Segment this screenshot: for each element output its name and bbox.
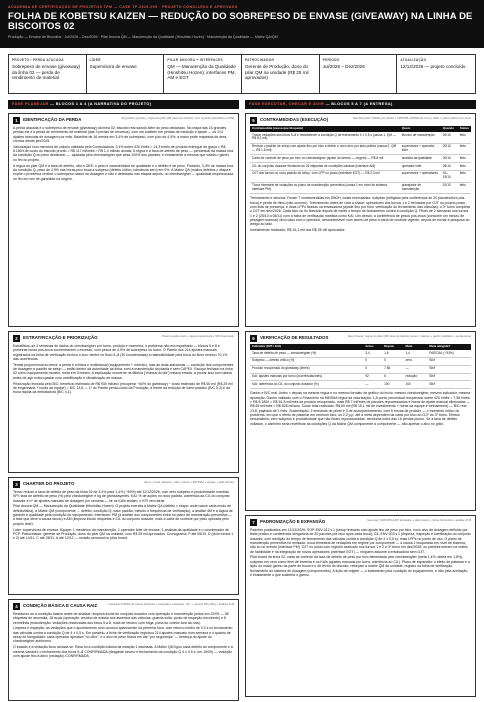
table-cell: feito bbox=[458, 170, 471, 182]
table-row bbox=[250, 170, 471, 182]
table-cell: 6 bbox=[382, 373, 403, 381]
table-row bbox=[250, 132, 471, 143]
table-cell: 20/10 bbox=[441, 143, 458, 155]
table-cell: feito bbox=[458, 155, 471, 163]
table-cell: SIM bbox=[427, 357, 471, 365]
table-row bbox=[250, 350, 471, 357]
table-cell: Produto recuperado do giveaway (t/mês) bbox=[250, 365, 363, 373]
table-cell: supervisora + operador líder bbox=[400, 143, 441, 155]
table-cell: KAI: aderência ao CIL do conjunto dosador (%) bbox=[250, 381, 363, 389]
table-row bbox=[250, 163, 471, 171]
table-cell: 0 bbox=[382, 357, 403, 365]
meta-period: PERÍODO Jul/2026 – Dez/2026 bbox=[320, 55, 398, 93]
table-cell: 19/10 bbox=[441, 182, 458, 194]
countermeasures-table: Contramedida (causa que bloqueia) Quem Quando Status Trocar vedações dos bicos 5–8 e restabelecer a condição Q de fechamento 4 ± 0,5 s (causa 1, QM — R$ 8,2 mil) técnico de manutenção 20/10 feito Revisar o padrão de setup com ajuste fino por bico e definir o novo alvo por lado prático (causa 2, QM — R$ 1,5 mil) supervisora + operador líder 20/10 feito Carta de controle de peso por bico no checkweigher (ajuste do desvio — origem) — R$ 8 mil analista da qualidade 20/10 feito CIL do conjunto dosador fechando as 24 etiquetas de condições básicas (interface AM) operador líder 28/10 feito OJT dos turnos no novo padrão de setup, com LPP no posto (interface EGT) — R$ 2,3 mil supervisora + operadores 15–19/10 feito Troca trimestral de vedações no plano de manutenção preventiva (causa 1 em nível de sistema, interface PM) planejador de manutenção 19/10 feito bbox=[250, 126, 471, 194]
table-cell: Taxa de defeito de peso — checkweigher (%) bbox=[250, 350, 363, 357]
table-cell: Subpeso — defeito crítico (%) bbox=[250, 357, 363, 365]
table-cell: — bbox=[404, 365, 428, 373]
block-1: 1 IDENTIFICAÇÃO DA PERDA (8 grandes perdas + régua do pilar QM (taxa de defeito), com a perda calculada em R$) A perda atacada é o sobrepeso de envase (giveaway) da linha 02: biscoito real saindo além do peso declarado. No mapa das 16 grandes perdas ela é a perda de rendimento de material (das 3 perdas de recursos), com um subitem em perdas de medição e ajuste — os 214 ajustes manuais de dosagem por mês. Baseline de 16 meses em 3,4% de sobrepeso, com pico de 4,9%; a maior parte mapeada da área, crônica desde jan/2025. Valorização com memória de cálculo validada pela Controladoria: 3,4% sobre 420 t/mês = 14,3 t/mês de produto entregue de graça × R$ 8.180/t de custo do biscoito pronto = R$ 117 mil/mês ≈ R$ 1,4 milhão anuais. A régua é a taxa de defeito de peso — percentual da massa fora da condição Q do peso declarado —, ajustada pelo checkweigher que pesa 100% dos pacotes; é exatamente a mesma que valida o ganho no fim do projeto. A régua do pilar QM é a taxa de defeito, não a OEE: o peso é característica de qualidade e o defeito é de peso. Portanto, 3,4% de massa fora da condição Q, peso de 4,9% nas horas-pico boca a sobpeso (defeito crítico, tolerância zero) em 0%. A Matriz QA (muitos defeitos × etapa e expõe o problema central: o sobrepeso nasce na dosagem e não é detectado nas etapas depois, no checkweigher — qualidade inspecionada no fim em vez de garantida na origem. bbox=[8, 113, 239, 327]
table-row bbox=[250, 143, 471, 155]
table-cell: feito bbox=[458, 163, 471, 171]
table-cell: zero bbox=[404, 357, 428, 365]
left-column bbox=[8, 100, 239, 701]
table-cell: Revisar o padrão de setup com ajuste fino por bico e definir o novo alvo por lado prático (causa 2, QM — R$ 1,5 mil) bbox=[250, 143, 400, 155]
content-columns bbox=[8, 100, 476, 701]
results-table: Indicador (KPI / KAI) Antes Depois Meta Meta atingida? Taxa de defeito de peso — checkweigher (%) 3,4 1,6 1,4 PARCIAL (−53%) Subpeso — defeito crítico (%) 0 0 zero SIM Produto recuperado do giveaway (t/mês) 0 7,56 — SIM KAI: ajustes manuais por turno (ocorrências/mês) 92 6 redução SIM KAI: aderência ao CIL do conjunto dosador (%) — 100 100 SIM bbox=[250, 344, 471, 389]
table-cell: CIL do conjunto dosador fechando as 24 etiquetas de condições básicas (interface AM) bbox=[250, 163, 400, 171]
table-row bbox=[250, 373, 471, 381]
table-row bbox=[250, 357, 471, 365]
meta-leader: LÍDER Supervisora de envase bbox=[87, 55, 165, 93]
table-cell: SIM bbox=[427, 365, 471, 373]
table-row bbox=[250, 381, 471, 389]
header-subtitle: Produção — Envase de Biscoitos · Jul/2026 – Dez/2026 · Pilar âncora QM — Manutenção da Qualidade (Hinshitsu Hozen) · Manutenção da Qualidade — Matriz QA/QM bbox=[8, 34, 278, 39]
meta-project: PROJETO / PERDA ATACADA Sobrepeso de envase (giveaway) da linha 02 — perda de rendimento de material bbox=[9, 55, 87, 93]
table-cell: operador líder bbox=[400, 163, 441, 171]
table-row bbox=[250, 182, 471, 194]
table-cell: 3,4 bbox=[363, 350, 382, 357]
table-cell: Carta de controle de peso por bico no checkweigher (ajuste do desvio — origem) — R$ 8 mil bbox=[250, 155, 400, 163]
table-cell: feito bbox=[458, 132, 471, 143]
project-meta bbox=[8, 54, 476, 94]
table-cell: Troca trimestral de vedações no plano de manutenção preventiva (causa 1 em nível de sistema, interface PM) bbox=[250, 182, 400, 194]
block-title: IDENTIFICAÇÃO DA PERDA bbox=[23, 116, 82, 122]
block-6: 6 VERIFICAÇÃO DE RESULTADOS fase Checar: régua do pilar QM (taxa de defeito) antes × depois + ganho validado + perda-custo Indicador (KPI / KAI) Antes Depois Meta Meta atingida? Taxa de defeito de peso — checkweigher (%) 3,4 1,6 1,4 PARCIAL (−53%) Subpeso — defeito crítico (%) 0 0 zero SIM Produto recuperado do giveaway (t/mês) 0 7,56 — SIM KAI: ajustes manuais por turno (ocorrências/mês) 92 6 redução SIM KAI: aderência ao CIL do conjunto dosador (%) — 100 100 SIM Ganho e B/C real. Antes × depois na mesma régua e no mesmo formato de gráfico do início: mesmo checkweigher, mesmo indicador, mesma apuração. Ganho validado com o Financeiro na MESMA régua da valorização: 1,8 ponto percentual recuperado sobre 420 t/mês = 7,56 t/mês × R$ 8.180/t = R$ 61,8 mil/mês de produto recuperado, mais R$ 7 mil/mês de pacotes reprocessados e horas de ajuste manual eliminadas — R$ 69 mil/mês ≈ R$ 828 mil/ano. Custo total realizado: R$ 60 mil (R$ 15,1 mil de investimento + horas da equipe e treinamento) — B/C real 13,8, payback de 1 mês. Sustentação: 2 semanas de piloto e 3 de acompanhamento, com 6 frocas de produto — o momento crítico do problema, em que o efeito de patamar em nenhum bico; os 2,2 p.p. até a meta dependem da carta por bico ao OJT do 3º turno. Efeitos secundários: zero subpeso e produtividade que não foram reposicionadas, nenhuma outra das 16 perdas piorou. Se a taxa de defeito voltasse, o caminho seria reverificar as condições Q da Matriz QM componente a componente — não apertar o alvo no grão. bbox=[245, 331, 476, 511]
table-cell: 20/10 bbox=[441, 132, 458, 143]
table-cell: SIM bbox=[427, 381, 471, 389]
table-cell: técnico de manutenção bbox=[400, 132, 441, 143]
table-cell: 1,4 bbox=[404, 350, 428, 357]
block-4: 4 CONDIÇÃO BÁSICA E CAUSA RAIZ restaurar ANTES de mexer (limpeza e inspeção), etiquetas, CIL — depois Why-Why / análise P-M Restaurou-se a condição básica antes de analisar: limpeza inicial do conjunto dosador com operação e manutenção juntos em 22/09 — 38 etiquetas de anomalia, 18 azuis (operação: resíduo de massa nos assentos das válvulas, guarda solta, ponto de inspeção encoberto) e 8 vermelhas (manutenção: vedações ressecadas dos bicos 5 a 8, mola de retorno com folga, porta do coletor fora da rota). Limpeza e inspeção: as vedações que o apontamento novo acusou apareceram na primeira hora, com retorno médio de 0,3 s no fechamento das válvulas contra a condição Q de 4 ± 0,5 s. Em paralelo, a fiche de verificação registrou 214 ajustes manuais num semana e o quadro de setup foi fotografado: cada operador ajustava "no olho", e o alvo de peso ficava em até "por segurança" — herança do ajuste do checkweigher autônomo. O tratado e à vedação ficou achada se. Essa foi a condição básica da estação 1 assinada. A Matriz QM ligou cada defeito ao componente e à mesma variável: o fechamento dos bicos 5–8 CONFIRMADA (desgaste severo e fechamento da condição Q 4 ± 0,5 s, em 19/09) — vedação com ajuste fino a ativo (vedação) CONFIRMADA bbox=[8, 599, 239, 701]
meta-pillar: PILAR ÂNCORA + INTERFACES QM — Manutenção da Qualidade (Hinshitsu Hozen); interfaces PM, AM e EGT bbox=[164, 55, 242, 93]
meta-sponsor: PATROCINADOR Gerente de Produção, dono do pilar QM na unidade (R$ 25 mil aprovados) bbox=[242, 55, 320, 93]
page-title: FOLHA DE KOBETSU KAIZEN — REDUÇÃO DO SOBREPESO DE ENVASE (GIVEAWAY) NA LINHA DE BISCOITOS 02 bbox=[8, 10, 473, 33]
block-5: 5 CONTRAMEDIDAS (EXECUÇÃO) fase Executar: 5W2H por causa + LPP/OPL ANTES de virar o chão + plano-piloto com dono Contramedida (causa que bloqueia) Quem Quando Status Trocar vedações dos bicos 5–8 e restabelecer a condição Q de fechamento 4 ± 0,5 s (causa 1, QM — R$ 8,2 mil) técnico de manutenção 20/10 feito Revisar o padrão de setup com ajuste fino por bico e definir o novo alvo por lado prático (causa 2, QM — R$ 1,5 mil) supervisora + operador líder 20/10 feito Carta de controle de peso por bico no checkweigher (ajuste do desvio — origem) — R$ 8 mil analista da qualidade 20/10 feito CIL do conjunto dosador fechando as 24 etiquetas de condições básicas (interface AM) operador líder 28/10 feito OJT dos turnos no novo padrão de setup, com LPP no posto (interface EGT) — R$ 2,3 mil supervisora + operadores 15–19/10 feito Troca trimestral de vedações no plano de manutenção preventiva (causa 1 em nível de sistema, interface PM) planejador de manutenção 19/10 feito Treinamento e desvios. Foram 7 contramedidas em 5W2H, todas executadas: subpeso (mitigado pela conferência de 20 pacotes/bico pós-troca) e perda de ritmo (não ocorreu). Treinamento antes de virar a chave: operadores dos turnos 1 e 2 treinados por OJT no próprio posto, com lista de presença, e duas LPPs fixadas na envasadora (ajuste fino por bico; verificação do fechamento das válvulas); o 3º turno completa o OJT em dez/2026. Cada bico ou fio liberado depois de medir o tempo de fechamento contra a condição Q. Piloto de 2 semanas nos turnos 1 e 2 (28/10 a 08/11) com a folha de verificação mantida como KAI. Um desvio: a conferência de pesos pós-troca (consome um minuto de pesagem manual) virou caso com o operador, desconfortável num acerto de peso à carta de controle vigente, depois de enviar a pesquisa ao amigo ao lado. Investimento realizado: R$ 15,1 mil dos R$ 25 mil aprovados. bbox=[245, 113, 476, 327]
table-row bbox=[250, 365, 471, 373]
header-topline: ACADEMIA DE CERTIFICAÇÃO DE PROJETOS TPM — CASE TP-2026-009 · PROJETO CONCLUÍDO E APROVADO bbox=[8, 5, 238, 9]
block-7: 7 PADRONIZAÇÃO E EXPANSÃO fase Agir: SOP/OPL/LPP treinados + pilar board + rotina horizontal + análise P-M Padrões publicados em 12/12/2026: SOP-ENV-012 v.1 (setup revisado com ajuste fino de peso por bico, novo alvo de dosagem definido por teste prático e conferência obrigatória de 20 pacotes por bico após cada troca); CIL-ENV-003 v.1 (limpeza, inspeção e lubrificação do conjunto dosador, com medição do tempo de fechamento das válvulas contra a condição Q de 4 ± 0,5 s); mais LPPs no ponto de uso. O plano de manutenção preventiva foi revisado: troca trimestral de vedações em regime por componente — a causa 1 bloqueada em nível de sistema, não só no evento (interface PM). OJT no posto com registro assinado nos turnos 1 e 2 e 3º turno em dez/2026; os padrões entram na matriz de habilidade e na integração de novos operadores (interface EGT) — ninguém assume a envasadora sem OJT. Pilar board da linha 02: carta de controle da taxa de defeito de peso por bico alimentada pelo checkweigher (meta 1,4%, alerta em 1,8%), subpeso em zero como item de barreira e os KAIs (ajustes manuais por turno, aderência ao CIL). Plano de expansão: o efeito de patamar e a lição do maior ganho da parte de bocal e o de fecho do biscoito, reforçam a matriz QM da unidade, registro na folha de verificação, fechamento do sistema de dosagem (componentes). A lição de origem — o tratamento pela condição do equipamento, e não pela aceitação, é exatamente o que sustenta o ganho. bbox=[245, 515, 476, 697]
table-cell: feito bbox=[458, 182, 471, 194]
table-cell: 100 bbox=[382, 381, 403, 389]
block-3: 3 CHARTER DO PROJETO tema + meta (objetivo, valor, prazo) + EP/VSM + equipe + pilar âncora Tema: reduzir a taxa de defeito de peso da linha 02 de 3,4% para 1,4% (−59%) até 11/12/2026, com zero subpeso e produtividade mantida. KPI: taxa de defeito de peso (%) pelo checkweigher e kg de giveaway/mês. KAI: % de ações no novo padrão, aderência ao CIL do conjunto dosador e nº de ajustes manuais de dosagem por semana — se os KAIs andam, o KPI vem atrás. Pilar âncora QM — Manutenção da Qualidade (Hinshitsu Hozen): O projeto exercita a Matriz QA (defeito × etapa: onde nasce cada modo de defeito/falha), a Matriz QM (componente → defeito, condição Q: valor padrão, método e frequência de verificação), a análise 4M e a lógica de garantir a qualidade pela condição do equipamento. Interfaces: PM (a análise dos componentes entra no plano de manutenção preventiva — a fase que deve a causa raccio) e AM (limpeza inicial, etiquetas e CIL do conjunto dosador, mais a carta de controle por peso operada pelo próprio time). Líder: supervisora de envase. Equipe: 1 mecânico da manutenção, 1 operador líder de envase, 1 analista da qualidade e o coordenador de PCP. Patrocinador: gerente de Produção, dono do pilar QM na unidade, com R$ 25 mil aprovados. Cronograma: P até 05/10, D (ciclo turnos 1 e 2) até 14/11, C até 28/11, A até 12/12 — revisão semanal no pilar board. bbox=[8, 477, 239, 595]
table-cell: supervisora + operadores bbox=[400, 170, 441, 182]
table-cell: 1,6 bbox=[382, 350, 403, 357]
header bbox=[0, 0, 484, 48]
phase-execute-bar: FASE EXECUTAR, CHECAR E AGIR — BLOCOS 5 A 7 (A ENTREGA) bbox=[245, 100, 476, 109]
table-cell: OJT dos turnos no novo padrão de setup, com LPP no posto (interface EGT) — R$ 2,3 mil bbox=[250, 170, 400, 182]
table-cell: 0 bbox=[363, 365, 382, 373]
right-column bbox=[245, 100, 476, 701]
table-cell: 28/10 bbox=[441, 163, 458, 171]
phase-plan-bar: FASE PLANEJAR — BLOCOS 1 A 4 (A NARRATIVA DO PROJETO) bbox=[8, 100, 239, 109]
meta-update: ATUALIZAÇÃO 12/12/2026 — projeto concluído bbox=[400, 58, 466, 70]
table-cell: PARCIAL (−53%) bbox=[427, 350, 471, 357]
table-cell: 15–19/10 bbox=[441, 170, 458, 182]
block-number: 1 bbox=[13, 117, 20, 124]
table-cell: 7,56 bbox=[382, 365, 403, 373]
table-cell: 100 bbox=[404, 381, 428, 389]
table-cell: 0 bbox=[363, 357, 382, 365]
block-2: 2 ESTRATIFICAÇÃO E PRIORIZAÇÃO Pareto perda custo + taxa proporcional + 5W observado Estratificou-se 4 semanas de dados do checkweigher por turno, produto e momento; o problema não era espalhado — blocos 5 e 8 e primeiras horas pós-troca concentravam o excesso, com pesos de 4,5% de sobrepeso no turno. O Pareto dos 214 ajustes manuais registrados na folha de verificação fechou o ano: dentre os fluxo 5–8 (30 coordenadas) a rastreabilidade pela troca do fluxo revelou 70,1% das ocorrências. Temas proporcional ao tema: a perda é crônica e multicausal (equipamento + método), mas as duas alavancas — condição dos componentes de dosagem e padrão de setup — estão dentro da autoridade da linha, com a manutenção da planta e sem CAPEX. Escopo fechado na linha 02 como equipamento modelo, meta em 3 meses. A explicação concerne na fábrica ("massa do dia") estava errada, a provar isso com dados antes de agir evitou gastar com umidificação e climatização de massa. Priorização fechada pelo B/C: benefício estimado de R$ 930 mil/ano (recuperar ~60% do giveaway) ÷ custo estimado de R$ 60 mil (R$ 25 mil de engenharia + horas da equipe) = B/C 13,8 — 1º do Pareto perda-custo da Produção, à frente da redução de fome plástico (B/C 5,2) e da troca rápida da embaladora (B/C 4,1). bbox=[8, 331, 239, 473]
table-cell: feito bbox=[458, 143, 471, 155]
table-cell: — bbox=[363, 381, 382, 389]
table-cell: KAI: ajustes manuais por turno (ocorrências/mês) bbox=[250, 373, 363, 381]
table-cell: Trocar vedações dos bicos 5–8 e restabelecer a condição Q de fechamento 4 ± 0,5 s (causa 1, QM — R$ 8,2 mil) bbox=[250, 132, 400, 143]
table-cell: 92 bbox=[363, 373, 382, 381]
table-cell: analista da qualidade bbox=[400, 155, 441, 163]
table-cell: 20/10 bbox=[441, 155, 458, 163]
table-row bbox=[250, 155, 471, 163]
block-subtitle: (8 grandes perdas + régua do pilar QM (taxa de defeito), com a perda calculada em R$) bbox=[121, 115, 234, 120]
table-cell: SIM bbox=[427, 373, 471, 381]
table-cell: planejador de manutenção bbox=[400, 182, 441, 194]
table-cell: redução bbox=[404, 373, 428, 381]
